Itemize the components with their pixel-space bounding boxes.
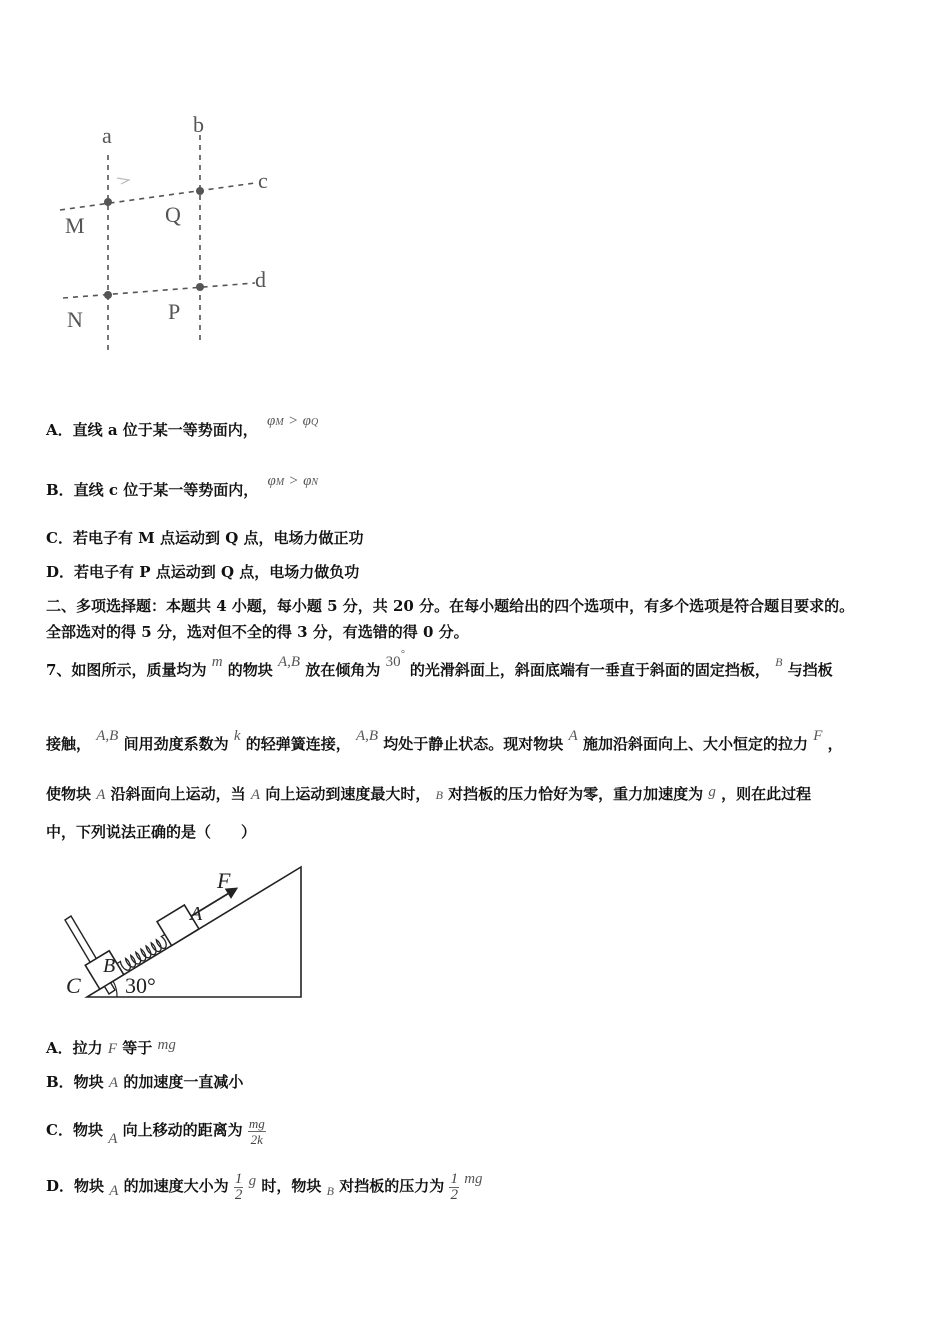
q7-option-d: D．物块 A 的加速度大小为 $\frac{1}{2}$ g 时，物块 $_B$ 对挡板的压力为 $\frac{1}{2}$ mg <box>46 1170 483 1203</box>
q7-option-b: B．物块 A 的加速度一直减小 <box>46 1073 244 1091</box>
label-A: A <box>190 903 203 925</box>
label-F: F <box>217 868 231 893</box>
equipotential-figure <box>55 105 295 355</box>
line-d <box>63 283 255 298</box>
label-C: C <box>66 973 81 998</box>
q6-option-b-math: φM > φN <box>267 473 319 489</box>
q6-option-b: B．直线 c 位于某一等势面内， φM > φN <box>46 473 319 499</box>
label-b: b <box>193 112 204 137</box>
q7-option-a: A．拉力 F 等于 mg <box>46 1037 176 1057</box>
q6-option-a: A．直线 a 位于某一等势面内， φM > φQ <box>46 413 319 439</box>
fraction-mg-2k: $\frac{mg}{2k}$ <box>248 1115 265 1147</box>
fraction-half-1: $\frac{1}{2}$ <box>234 1170 243 1203</box>
label-N: N <box>67 307 83 332</box>
q6-option-a-math: φM > φQ <box>267 413 319 429</box>
spring <box>117 934 171 973</box>
q7-stem-line2: 接触， A,B 间用劲度系数为 k 的轻弹簧连接， A,B 均处于静止状态。现对物块 A 施加沿斜面向上、大小恒定的拉力 F ， <box>46 728 843 753</box>
fraction-half-2: $\frac{1}{2}$ <box>450 1170 458 1203</box>
q6-option-c: C．若电子有 M 点运动到 Q 点，电场力做正功 <box>46 529 364 547</box>
q7-stem-line3: 使物块 A 沿斜面向上运动，当 A 向上运动到速度最大时， B 对挡板的压力恰好为零，重力加速度为 g ，则在此过程 <box>46 784 812 803</box>
point-Q <box>196 187 204 195</box>
line-c <box>60 183 255 210</box>
section2-line1: 二、多项选择题：本题共 4 小题，每小题 5 分，共 20 分。在每小题给出的四个选项中，有多个选项是符合题目要求的。 <box>46 597 855 615</box>
label-a: a <box>102 123 112 148</box>
q6-option-d: D．若电子有 P 点运动到 Q 点，电场力做负功 <box>46 563 360 581</box>
point-P <box>196 283 204 291</box>
q7-stem-line1: 7、如图所示，质量均为 m 的物块 A,B 放在倾角为 30° 的光滑斜面上，斜面底端有一垂直于斜面的固定挡板， $^B$ 与挡板 <box>46 649 833 679</box>
label-d: d <box>255 267 266 292</box>
point-N <box>104 291 112 299</box>
label-Q: Q <box>165 202 181 227</box>
label-angle: 30° <box>125 973 156 998</box>
label-B: B <box>103 955 116 977</box>
section2-line2: 全部选对的得 5 分，选对但不全的得 3 分，有选错的得 0 分。 <box>46 623 469 641</box>
q7-option-c: C．物块 A 向上移动的距离为 $\frac{mg}{2k}$ <box>46 1115 265 1147</box>
label-c: c <box>258 168 268 193</box>
point-M <box>104 198 112 206</box>
label-P: P <box>168 299 181 324</box>
q7-stem-line4: 中，下列说法正确的是（ ） <box>46 823 257 841</box>
label-M: M <box>65 213 85 238</box>
incline-figure <box>55 860 315 1008</box>
faint-arrow-icon <box>117 178 129 184</box>
